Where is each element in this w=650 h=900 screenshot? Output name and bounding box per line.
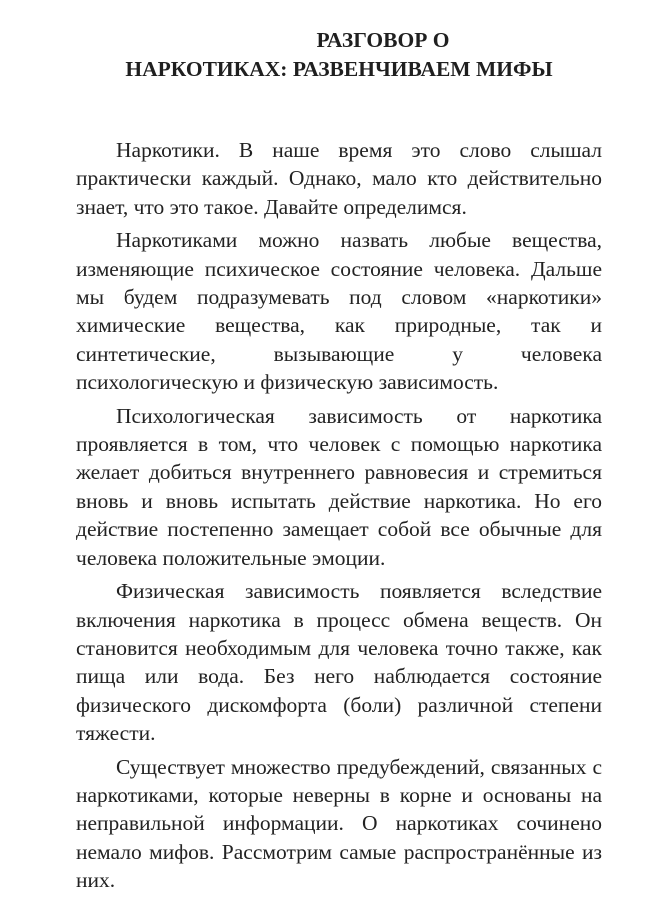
paragraph-3: Психологическая зависимость от наркотика проявляется в том, что человек с помощью наркотика желает добиться внутреннего равновесия и стремиться вновь и вновь испытать действие наркотика. Но его действие постепенно замещает собой все обычные для человека положительные эмоции.: [76, 403, 602, 570]
paragraph-2: Наркотиками можно назвать любые вещества, изменяющие психическое состояние человека. Дальше мы будем подразумевать под словом «наркотики» химические вещества, как природные, так и синтетические, вызывающие у человека психологическую и физическую зависимость.: [76, 228, 602, 395]
paragraph-4: Физическая зависимость появляется вследствие включения наркотика в процесс обмена веществ. Он становится необходимым для человека точно также, как пища или вода. Без него наблюдается состояние физического дискомфорта (боли) различной степени тяжести.: [76, 579, 602, 746]
paragraph-5: Существует множество предубеждений, связанных с наркотиками, которые неверны в корне и основаны на неправильной информации. О наркотиках сочинено немало мифов. Рассмотрим самые распространённые из них.: [76, 754, 602, 893]
paragraph-1: Наркотики. В наше время это слово слышал практически каждый. Однако, мало кто действительно знает, что это такое. Давайте определимся.: [76, 138, 602, 219]
document-page: [76, 26, 602, 900]
title-line-2: НАРКОТИКАХ: РАЗВЕНЧИВАЕМ МИФЫ: [125, 57, 553, 81]
document-title: [76, 26, 602, 84]
document-body: [76, 136, 602, 895]
title-line-1: РАЗГОВОР О: [316, 28, 450, 52]
